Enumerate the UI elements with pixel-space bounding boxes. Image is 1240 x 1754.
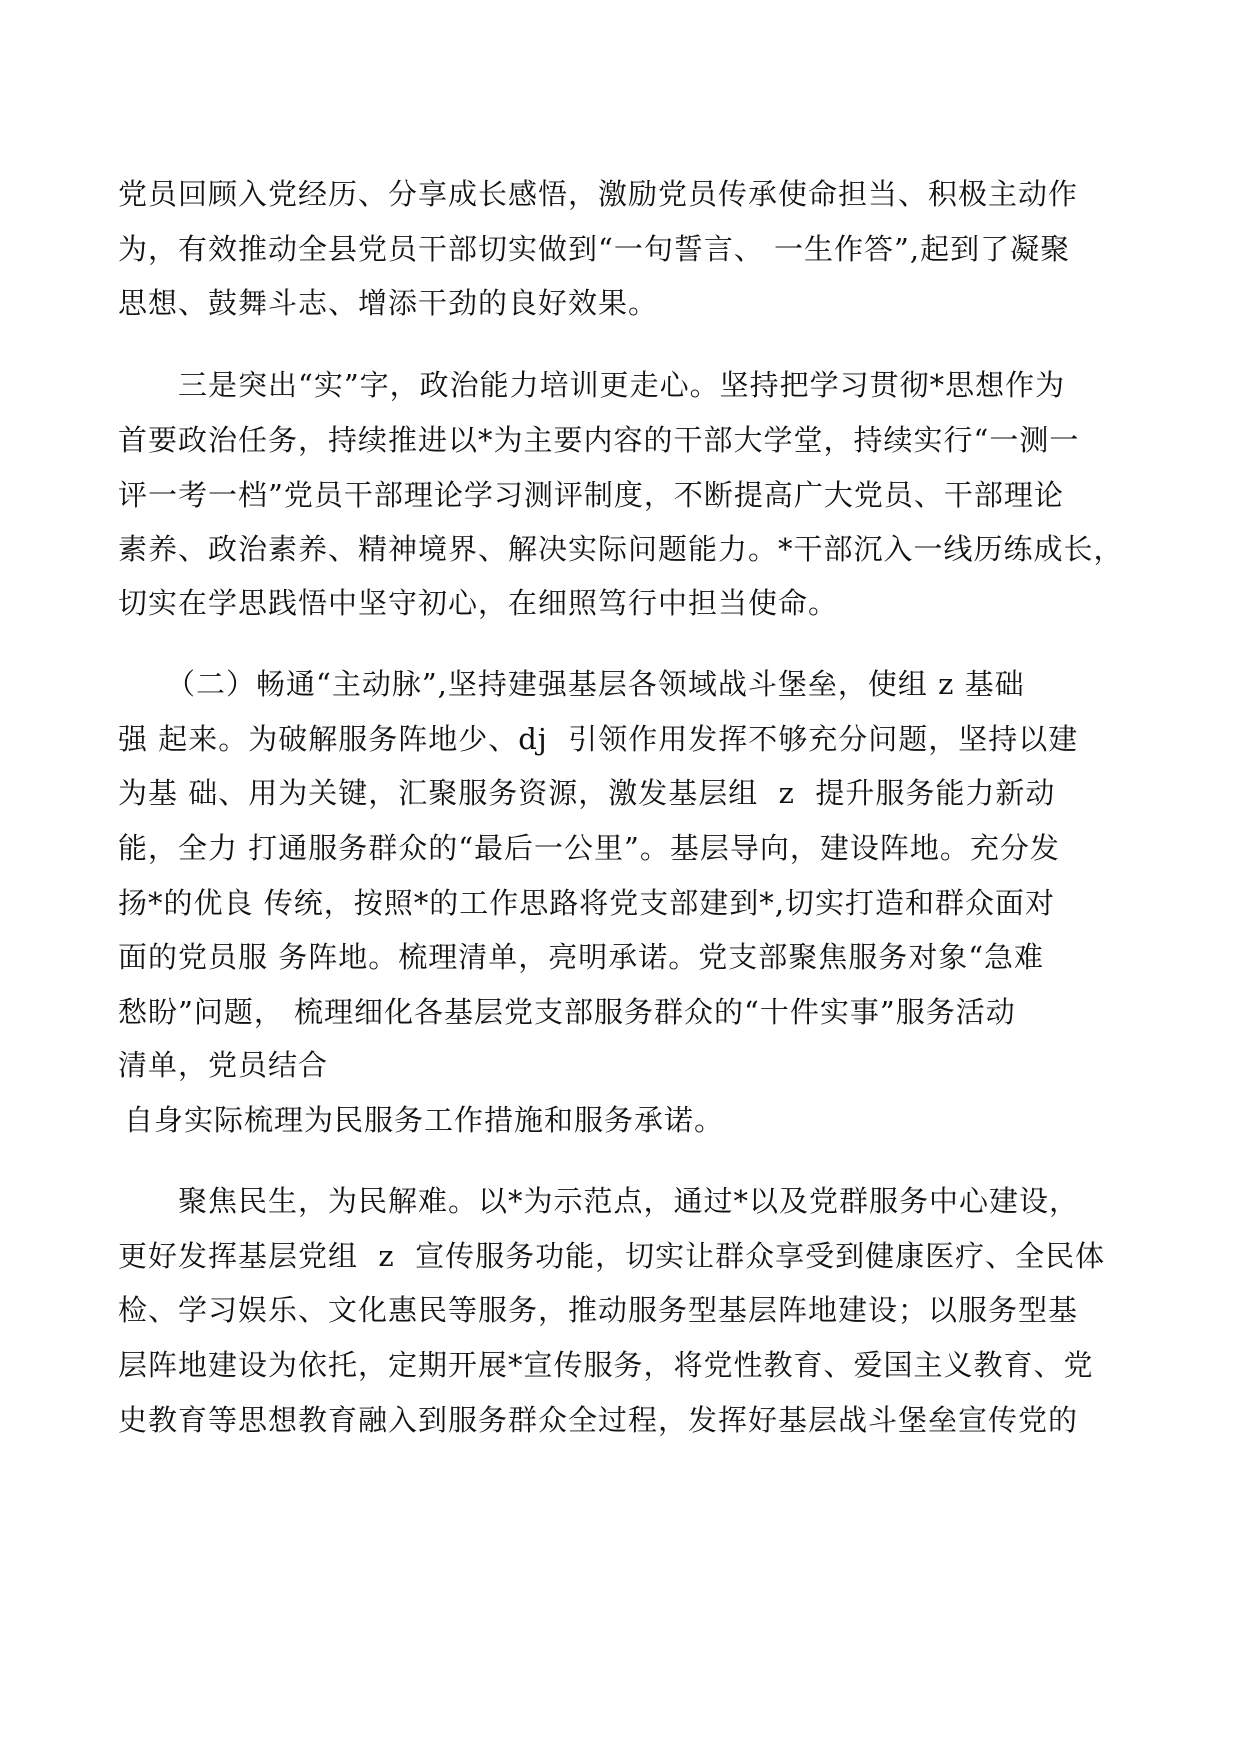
- text-line: 聚焦民生，为民解难。以*为示范点，通过*以及党群服务中心建设，: [178, 1184, 1080, 1218]
- text-line: 自身实际梳理为民服务工作措施和服务承诺。: [124, 1103, 725, 1137]
- text-line: 面的党员服 务阵地。梳理清单，亮明承诺。党支部聚焦服务对象“急难: [118, 940, 1045, 974]
- text-line: （二）畅通“主动脉”,坚持建强基层各领域战斗堡垒，使组 z 基础: [166, 667, 1025, 701]
- text-line: 更好发挥基层党组 z 宣传服务功能，切实让群众享受到健康医疗、全民体: [118, 1239, 1106, 1273]
- text-line: 史教育等思想教育融入到服务群众全过程，发挥好基层战斗堡垒宣传党的: [118, 1403, 1079, 1437]
- text-line: 素养、政治素养、精神境界、解决实际问题能力。*干部沉入一线历练成长，: [118, 532, 1124, 566]
- text-line: 三是突出“实”字，政治能力培训更走心。坚持把学习贯彻*思想作为: [178, 368, 1066, 402]
- text-line: 愁盼”问题， 梳理细化各基层党支部服务群众的“十件实事”服务活动: [118, 995, 1016, 1029]
- text-line: 切实在学思践悟中坚守初心，在细照笃行中担当使命。: [118, 586, 839, 620]
- text-line: 能，全力 打通服务群众的“最后一公里”。基层导向，建设阵地。充分发: [118, 831, 1060, 865]
- text-line: 党员回顾入党经历、分享成长感悟，激励党员传承使命担当、积极主动作: [118, 177, 1079, 211]
- text-line: 评一考一档”党员干部理论学习测评制度，不断提高广大党员、干部理论: [118, 478, 1064, 512]
- text-line: 检、学习娱乐、文化惠民等服务，推动服务型基层阵地建设；以服务型基: [118, 1293, 1079, 1327]
- text-line: 思想、鼓舞斗志、增添干劲的良好效果。: [118, 286, 659, 320]
- text-line: 扬*的优良 传统，按照*的工作思路将党支部建到*,切实打造和群众面对: [118, 886, 1055, 920]
- text-line: 为，有效推动全县党员干部切实做到“一句誓言、 一生作答”,起到了凝聚: [118, 232, 1071, 266]
- text-line: 首要政治任务，持续推进以*为主要内容的干部大学堂，持续实行“一测一: [118, 423, 1080, 457]
- text-line: 强 起来。为破解服务阵地少、dj 引领作用发挥不够充分问题，坚持以建: [118, 722, 1079, 756]
- text-line: 为基 础、用为关键，汇聚服务资源，激发基层组 z 提升服务能力新动: [118, 776, 1056, 810]
- text-line: 清单，党员结合: [118, 1048, 329, 1082]
- text-line: 层阵地建设为依托，定期开展*宣传服务，将党性教育、爱国主义教育、党: [118, 1348, 1094, 1382]
